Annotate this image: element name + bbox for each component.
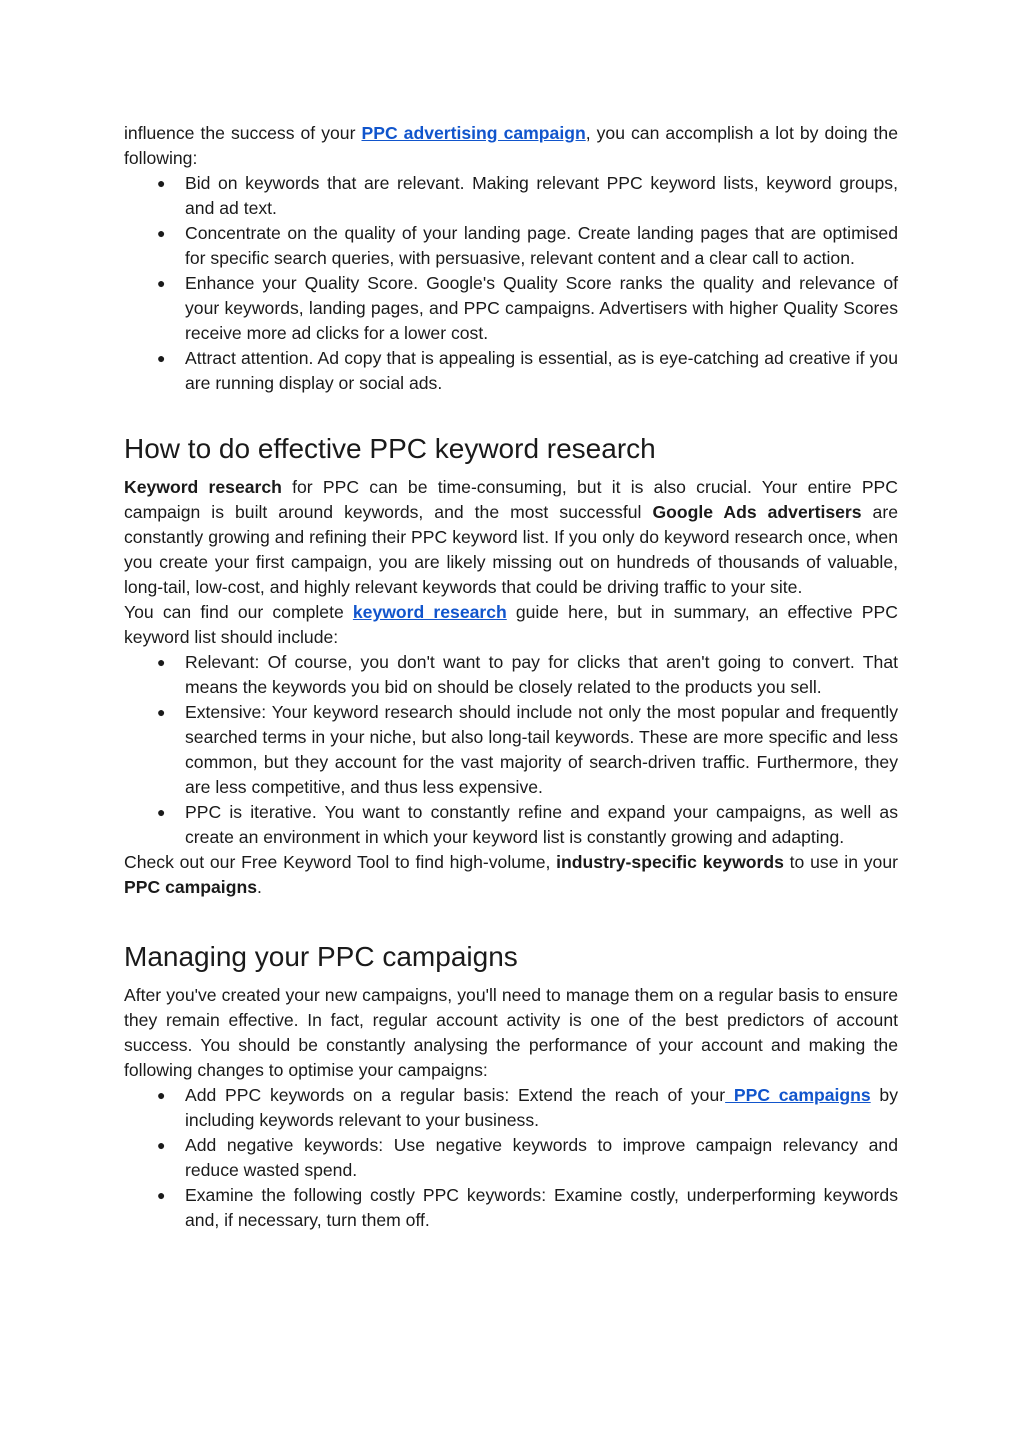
ppc-campaigns-link[interactable]: PPC campaigns: [725, 1085, 871, 1105]
keyword-guide-paragraph: You can find our complete keyword research guide here, but in summary, an effective PPC keyword list should include:: [124, 602, 898, 647]
section-heading-managing-campaigns: Managing your PPC campaigns: [124, 941, 518, 972]
bullet-icon: ●: [157, 1087, 166, 1103]
list-item: ● Enhance your Quality Score. Google's Quality Score ranks the quality and relevance of your keywords, landing pages, and PPC campaigns. Advertisers with higher Quality Scores receive more ad clicks for a lower cost.: [157, 273, 898, 343]
keyword-list-bullets: [124, 650, 898, 850]
bold-text: Keyword research: [124, 477, 282, 497]
bullet-icon: ●: [157, 275, 166, 291]
intro-bullet-list: [124, 171, 898, 396]
bullet-icon: ●: [157, 704, 166, 720]
section-heading-keyword-research: How to do effective PPC keyword research: [124, 433, 656, 464]
list-item: ● PPC is iterative. You want to constantly refine and expand your campaigns, as well as create an environment in which your keyword list is constantly growing and adapting.: [157, 802, 898, 847]
intro-paragraph: [124, 121, 898, 171]
bullet-icon: ●: [157, 1137, 166, 1153]
intro-text: influence the success of your: [124, 123, 362, 143]
ppc-advertising-campaign-link[interactable]: PPC advertising campaign: [361, 123, 586, 143]
keyword-tool-paragraph: Check out our Free Keyword Tool to find high-volume, industry-specific keywords to use in your PPC campaigns.: [124, 852, 898, 897]
managing-bullet-list: [124, 1083, 898, 1233]
list-item: ● Add PPC keywords on a regular basis: Extend the reach of your PPC campaigns by including keywords relevant to your business.: [157, 1085, 898, 1130]
bold-text: Google Ads advertisers: [652, 502, 862, 522]
list-item: ● Extensive: Your keyword research should include not only the most popular and frequently searched terms in your niche, but also long-tail keywords. These are more specific and less common, but they account for the vast majority of search-driven traffic. Furthermore, they are less competitive, and thus less expensive.: [157, 702, 898, 797]
list-item: ● Bid on keywords that are relevant. Making relevant PPC keyword lists, keyword groups, and ad text.: [157, 173, 898, 218]
bullet-icon: ●: [157, 654, 166, 670]
bold-text: PPC campaigns: [124, 877, 257, 897]
list-item: ● Concentrate on the quality of your landing page. Create landing pages that are optimised for specific search queries, with persuasive, relevant content and a clear call to action.: [157, 223, 898, 268]
bullet-icon: ●: [157, 225, 166, 241]
managing-paragraph: After you've created your new campaigns, you'll need to manage them on a regular basis to ensure they remain effective. In fact, regular account activity is one of the best predictors of account success. You should be constantly analysing the performance of your account and making the following changes to optimise your campaigns:: [124, 985, 898, 1080]
list-item: ● Add negative keywords: Use negative keywords to improve campaign relevancy and reduce wasted spend.: [157, 1135, 898, 1180]
list-item: ● Relevant: Of course, you don't want to pay for clicks that aren't going to convert. That means the keywords you bid on should be closely related to the products you sell.: [157, 652, 898, 697]
bullet-icon: ●: [157, 1187, 166, 1203]
bullet-icon: ●: [157, 175, 166, 191]
bold-text: industry-specific keywords: [556, 852, 784, 872]
bullet-icon: ●: [157, 804, 166, 820]
list-item: ● Attract attention. Ad copy that is appealing is essential, as is eye-catching ad creative if you are running display or social ads.: [157, 348, 898, 393]
intro-text-cont: , you can accomplish a lot by doing the following:: [124, 123, 898, 168]
keyword-research-link[interactable]: keyword research: [352, 602, 507, 622]
keyword-research-paragraph: Keyword research for PPC can be time-consuming, but it is also crucial. Your entire PPC campaign is built around keywords, and the most successful Google Ads advertisers are constantly growing and refining their PPC keyword list. If you only do keyword research once, when you create your first campaign, you are likely missing out on hundreds of thousands of valuable, long-tail, low-cost, and highly relevant keywords that could be driving traffic to your site.: [124, 477, 898, 597]
bullet-icon: ●: [157, 350, 166, 366]
list-item: ● Examine the following costly PPC keywords: Examine costly, underperforming keywords and, if necessary, turn them off.: [157, 1185, 898, 1230]
document-page: [124, 121, 898, 1233]
